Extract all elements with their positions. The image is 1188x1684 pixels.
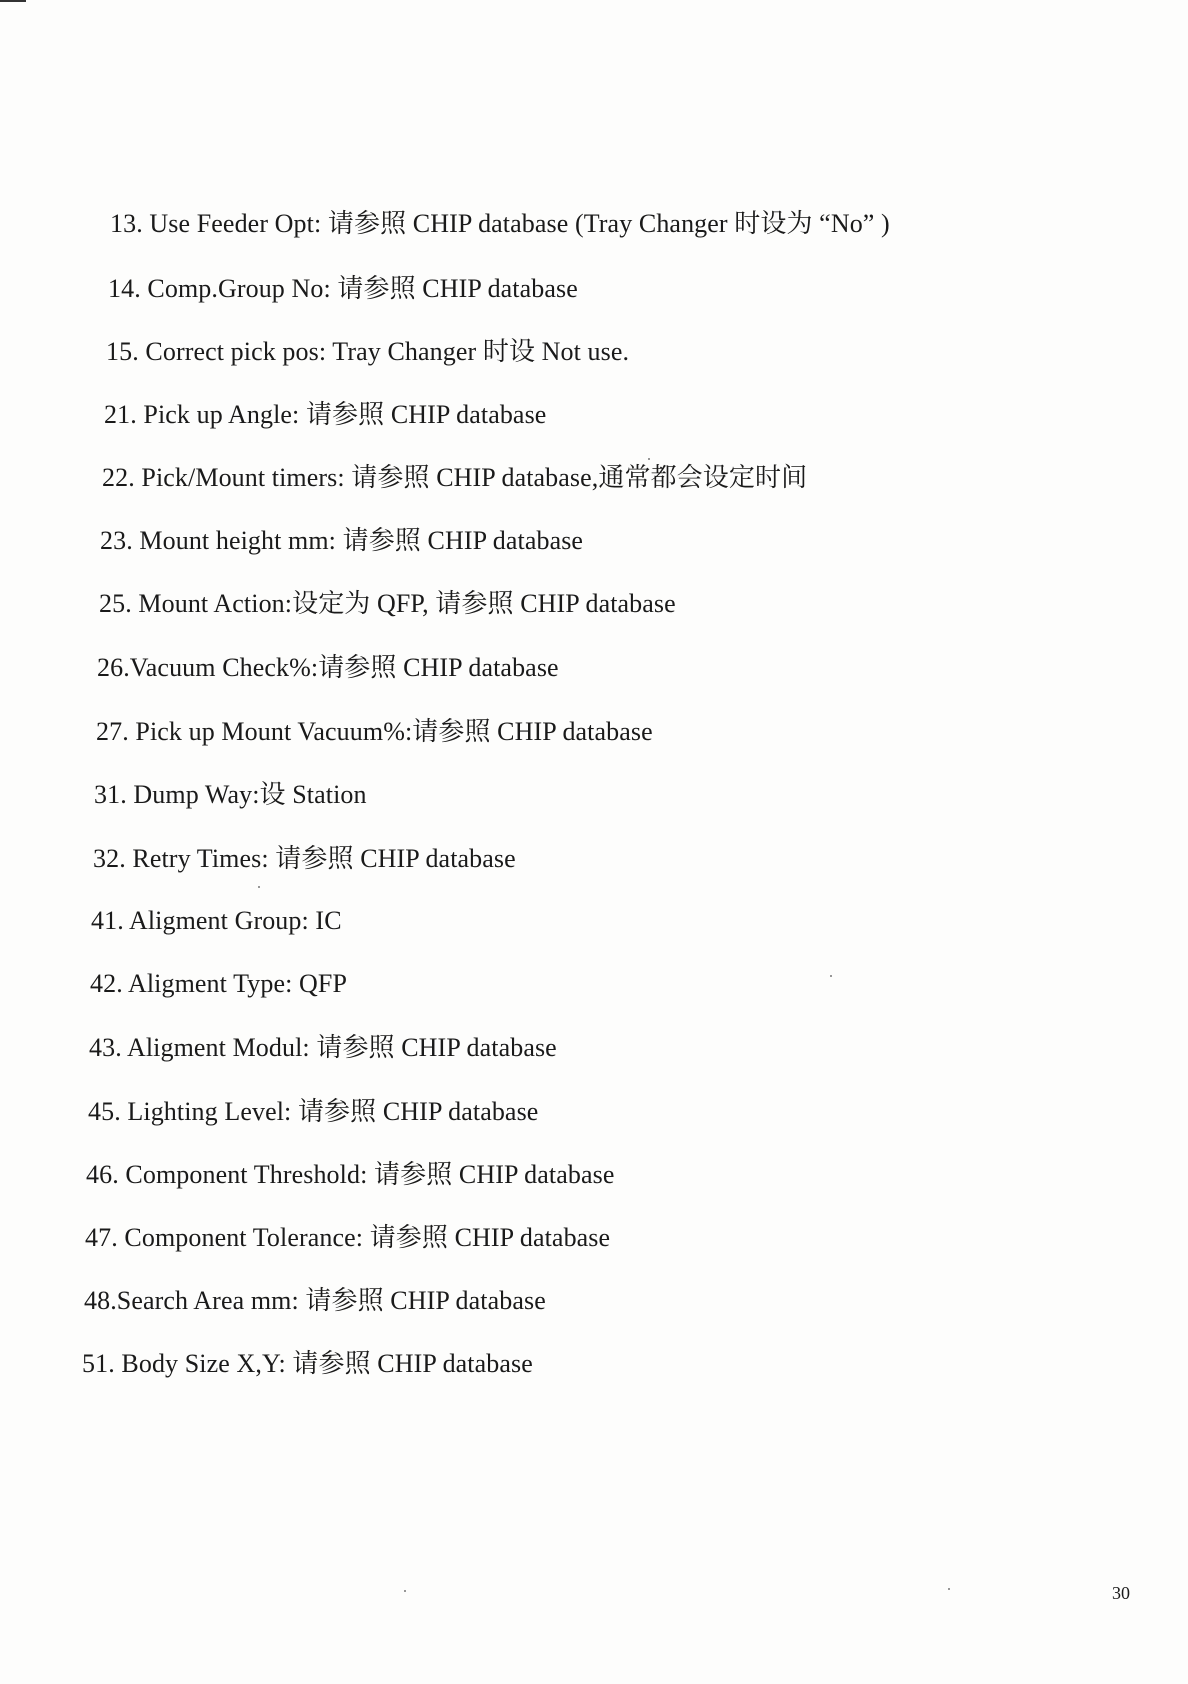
list-item: 48.Search Area mm: 请参照 CHIP database: [84, 1286, 546, 1315]
list-item: 13. Use Feeder Opt: 请参照 CHIP database (Tray Changer 时设为 “No” ): [110, 209, 890, 238]
list-item: 32. Retry Times: 请参照 CHIP database: [93, 844, 516, 873]
scan-speck: [830, 975, 832, 977]
scan-speck: [404, 1590, 406, 1592]
list-item: 14. Comp.Group No: 请参照 CHIP database: [108, 274, 578, 303]
list-item: 46. Component Threshold: 请参照 CHIP database: [86, 1160, 615, 1189]
list-item: 42. Aligment Type: QFP: [90, 969, 348, 998]
list-item: 23. Mount height mm: 请参照 CHIP database: [100, 526, 584, 555]
list-item: 25. Mount Action:设定为 QFP, 请参照 CHIP database: [99, 589, 676, 618]
list-item: 45. Lighting Level: 请参照 CHIP database: [88, 1097, 539, 1126]
list-item: 51. Body Size X,Y: 请参照 CHIP database: [82, 1349, 533, 1378]
scan-speck: [258, 886, 260, 888]
list-item: 21. Pick up Angle: 请参照 CHIP database: [104, 400, 547, 429]
list-item: 22. Pick/Mount timers: 请参照 CHIP database,通常都会设定时间: [102, 463, 808, 492]
list-item: 47. Component Tolerance: 请参照 CHIP database: [85, 1223, 611, 1252]
scan-speck: [948, 1588, 950, 1590]
list-item: 41. Aligment Group: IC: [91, 906, 342, 935]
list-item: 43. Aligment Modul: 请参照 CHIP database: [89, 1033, 557, 1062]
list-item: 31. Dump Way:设 Station: [94, 780, 367, 809]
list-item: 15. Correct pick pos: Tray Changer 时设 Not use.: [106, 337, 630, 366]
list-item: 27. Pick up Mount Vacuum%:请参照 CHIP database: [96, 717, 653, 746]
page-number: 30: [1112, 1583, 1130, 1603]
list-item: 26.Vacuum Check%:请参照 CHIP database: [97, 653, 559, 682]
scan-speck: [648, 458, 650, 460]
